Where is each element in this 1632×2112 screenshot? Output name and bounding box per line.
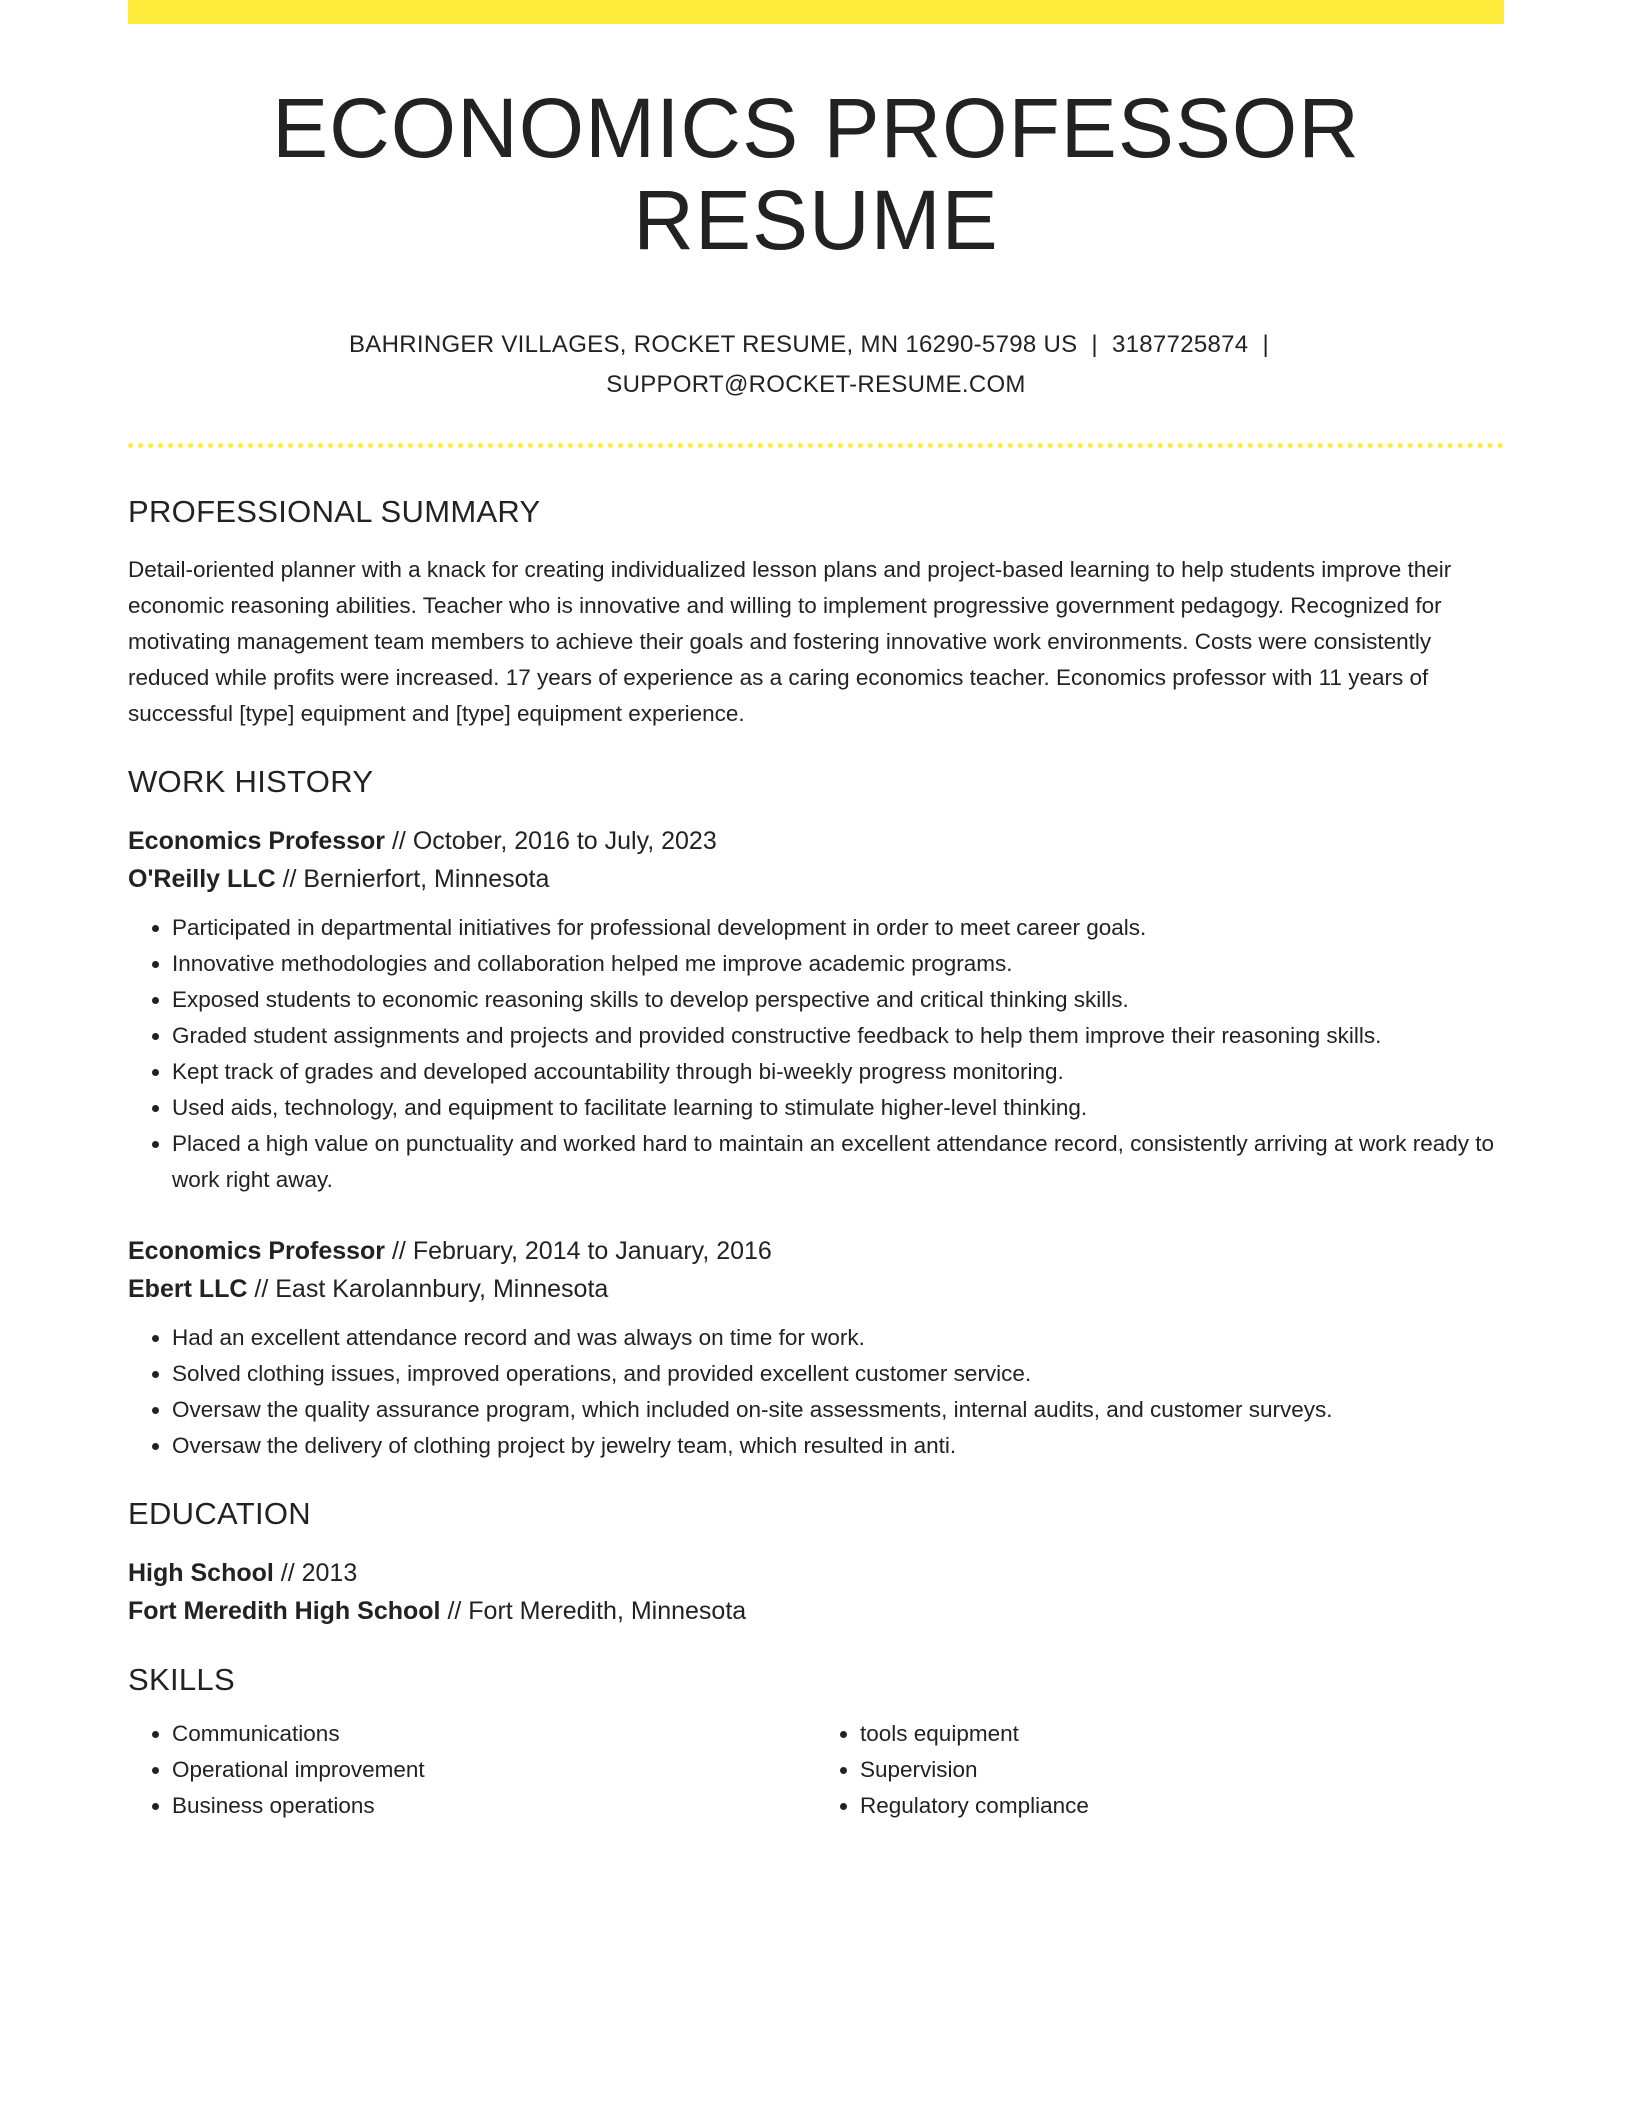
job-entry-1 — [128, 822, 1504, 1198]
job-location: // Bernierfort, Minnesota — [275, 864, 550, 893]
job-role-line — [128, 1232, 1504, 1270]
job-role: Economics Professor — [128, 826, 386, 855]
list-item: • Innovative methodologies and collaboration helped me improve academic programs. — [172, 946, 1504, 982]
summary-text: Detail-oriented planner with a knack for creating individualized lesson plans and project-based learning to help students improve their economic reasoning abilities. Teacher who is innovative and willing to implement progressive government pedagogy. Recognized for motivating management team members to achieve their goals and fostering innovative work environments. Costs were consistently reduced while profits were increased. 17 years of experience as a caring economics teacher. Economics professor with 11 years of successful [type] equipment and [type] equipment experience. — [128, 556, 1452, 726]
list-item: • Oversaw the quality assurance program, which included on-site assessments, internal audits, and customer surveys. — [172, 1392, 1504, 1428]
contact-line-2 — [128, 365, 1504, 405]
education-school-line — [128, 1592, 1504, 1630]
job-bullets — [128, 910, 1504, 1198]
education-year: // 2013 — [273, 1558, 358, 1587]
list-item: • Solved clothing issues, improved operations, and provided excellent customer service. — [172, 1356, 1504, 1392]
job-dates: // October, 2016 to July, 2023 — [385, 826, 717, 855]
list-item: • Oversaw the delivery of clothing project by jewelry team, which resulted in anti. — [172, 1428, 1504, 1464]
skills-column-left — [128, 1716, 816, 1824]
job-company-line — [128, 1270, 1504, 1308]
dotted-divider — [128, 443, 1504, 448]
job-role-line — [128, 822, 1504, 860]
list-item: • Exposed students to economic reasoning skills to develop perspective and critical thinking skills. — [172, 982, 1504, 1018]
job-company-line — [128, 860, 1504, 898]
education-location: // Fort Meredith, Minnesota — [440, 1596, 747, 1625]
list-item: • Regulatory compliance — [860, 1788, 1504, 1824]
job-dates: // February, 2014 to January, 2016 — [385, 1236, 772, 1265]
education-entry — [128, 1554, 1504, 1630]
job-entry-2 — [128, 1232, 1504, 1464]
contact-email: SUPPORT@ROCKET-RESUME.COM — [606, 370, 1026, 398]
education-heading: EDUCATION — [128, 1495, 311, 1531]
job-bullets — [128, 1320, 1504, 1464]
list-item: • Communications — [172, 1716, 816, 1752]
skills-column-right — [816, 1716, 1504, 1824]
contact-separator: | — [1091, 330, 1098, 358]
list-item: • Graded student assignments and projects and provided constructive feedback to help them improve their reasoning skills. — [172, 1018, 1504, 1054]
contact-address: BAHRINGER VILLAGES, ROCKET RESUME, MN 16290-5798 US — [348, 330, 1078, 358]
list-item: • Had an excellent attendance record and was always on time for work. — [172, 1320, 1504, 1356]
top-accent-bar — [128, 0, 1504, 24]
education-degree: High School — [128, 1558, 274, 1587]
list-item: • Used aids, technology, and equipment to facilitate learning to stimulate higher-level thinking. — [172, 1090, 1504, 1126]
list-item: • Placed a high value on punctuality and worked hard to maintain an excellent attendance record, consistently arriving at work ready to work right away. — [172, 1126, 1504, 1198]
list-item: • Participated in departmental initiatives for professional development in order to meet career goals. — [172, 910, 1504, 946]
resume-title: ECONOMICS PROFESSOR RESUME — [272, 81, 1360, 268]
list-item: • Kept track of grades and developed accountability through bi-weekly progress monitoring. — [172, 1054, 1504, 1090]
job-role: Economics Professor — [128, 1236, 386, 1265]
skills-list — [128, 1716, 1504, 1824]
contact-line-1 — [128, 325, 1504, 365]
job-company: O'Reilly LLC — [128, 864, 276, 893]
summary-heading: PROFESSIONAL SUMMARY — [128, 493, 541, 529]
list-item: • Operational improvement — [172, 1752, 816, 1788]
skills-heading: SKILLS — [128, 1661, 235, 1697]
education-school: Fort Meredith High School — [128, 1596, 441, 1625]
resume-page — [128, 0, 1504, 1824]
list-item: • Supervision — [860, 1752, 1504, 1788]
contact-phone: 3187725874 — [1111, 330, 1249, 358]
contact-info — [128, 325, 1504, 405]
education-degree-line — [128, 1554, 1504, 1592]
list-item: • Business operations — [172, 1788, 816, 1824]
work-history-heading: WORK HISTORY — [128, 763, 374, 799]
list-item: • tools equipment — [860, 1716, 1504, 1752]
contact-separator: | — [1262, 330, 1269, 358]
job-location: // East Karolannbury, Minnesota — [247, 1274, 609, 1303]
job-company: Ebert LLC — [128, 1274, 248, 1303]
